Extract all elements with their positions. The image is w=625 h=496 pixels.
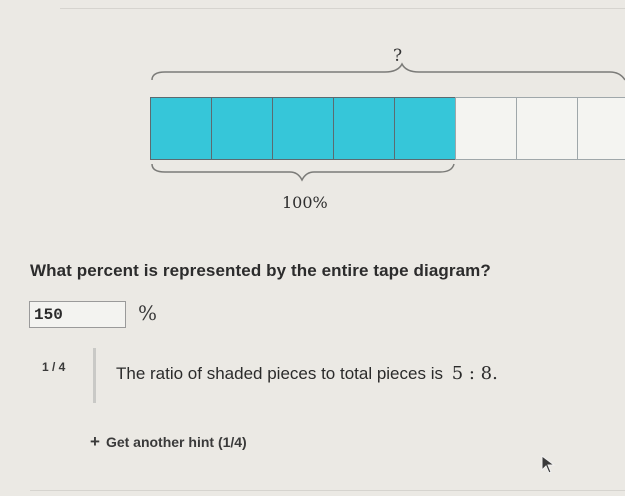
hint-counter: 1 / 4 <box>42 360 66 374</box>
tape-piece-shaded <box>333 97 395 160</box>
top-brace <box>152 64 625 80</box>
mouse-pointer-icon <box>541 455 557 475</box>
hint-text <box>116 363 498 384</box>
tape-piece-empty <box>516 97 578 160</box>
hint-sentence: The ratio of shaded pieces to total pieces is <box>116 364 443 383</box>
hint-ratio: 5 : 8. <box>451 363 498 384</box>
question-text: What percent is represented by the entire tape diagram? <box>30 261 491 280</box>
bottom-divider <box>30 490 625 491</box>
plus-icon: + <box>90 432 100 451</box>
tape-piece-shaded <box>211 97 273 160</box>
tape-piece-shaded <box>272 97 334 160</box>
tape-piece-shaded <box>394 97 456 160</box>
answer-input[interactable]: 150 <box>29 301 126 328</box>
hint-button-label: Get another hint (1/4) <box>105 434 247 450</box>
tape-piece-empty <box>577 97 625 160</box>
tape <box>150 97 625 160</box>
get-another-hint-button[interactable] <box>90 432 247 452</box>
hint-divider <box>93 348 96 403</box>
tape-piece-empty <box>455 97 517 160</box>
shaded-percent-label: 100% <box>282 193 328 212</box>
unknown-total-label: ? <box>393 46 403 66</box>
tape-diagram <box>0 0 625 230</box>
answer-unit: % <box>138 301 158 325</box>
tape-piece-shaded <box>150 97 212 160</box>
bottom-brace <box>152 164 454 180</box>
